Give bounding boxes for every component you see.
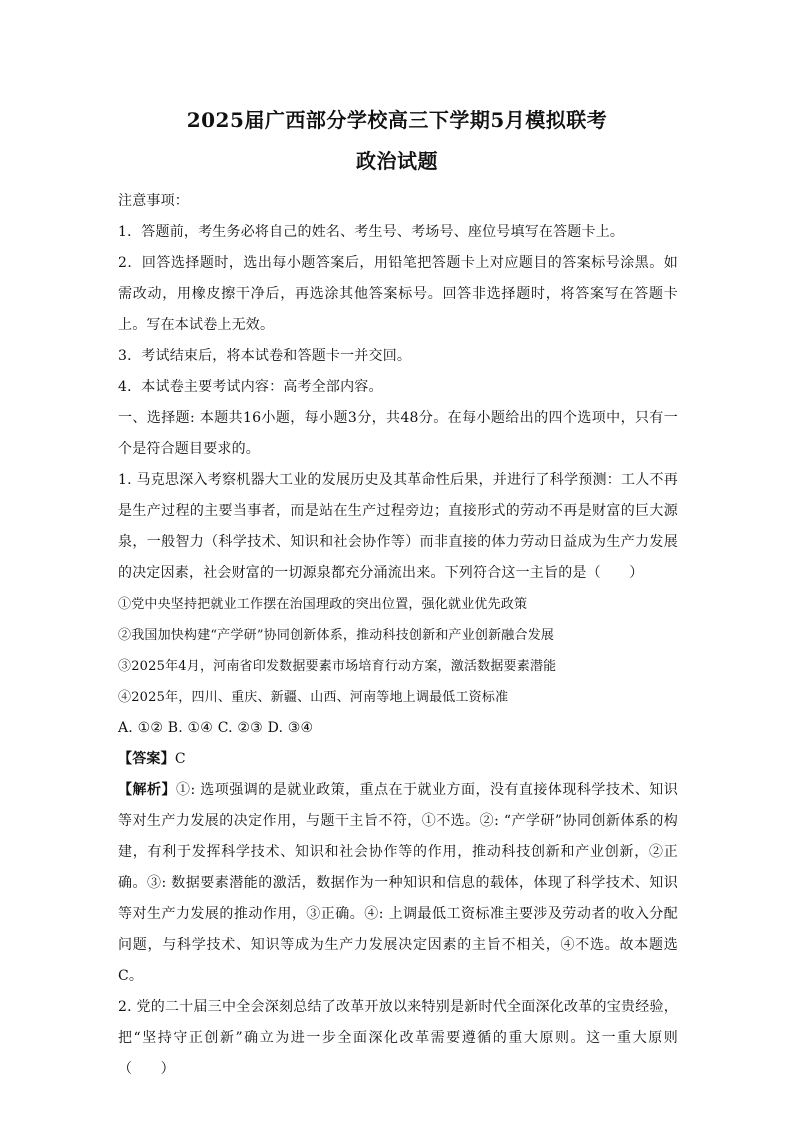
question-1-option: ③2025年4月，河南省印发数据要素市场培育行动方案，激活数据要素潜能 [118,659,557,674]
exam-body [118,186,678,1085]
question-1-option: ②我国加快构建“产学研”协同创新体系，推动科技创新和产业创新融合发展 [118,628,555,643]
question-1-option: ④2025年，四川、重庆、新疆、山西、河南等地上调最低工资标准 [118,690,509,705]
section-instruction: 一、选择题: 本题共16小题，每小题3分，共48分。在每小题给出的四个选项中，只有一个是符合题目要求的。 [118,410,678,457]
note-item: 3．考试结束后，将本试卷和答题卡一并交回。 [118,348,412,364]
exam-subtitle: 政治试题 [356,149,438,173]
question-1-analysis [118,775,678,992]
answer-label: 【答案】 [118,751,175,767]
answer-value: C [174,751,186,767]
question-1-choices: A. ①② B. ①④ C. ②③ D. ③④ [118,720,314,736]
question-1-option: ①党中央坚持把就业工作摆在治国理政的突出位置，强化就业优先政策 [118,597,528,612]
analysis-text: ①: 选项强调的是就业政策，重点在于就业方面，没有直接体现科学技术、知识等对生产力发展的决定作用，与题干主旨不符，①不选。②: “产学研”协同创新体系的构建，有利于发挥科学技术、知识和社会协作等的作用，推动科技创新和产业创新，②正确。③: 数据要素潜能的激活，数据作为一种知识和信息的载体，体现了科学技术、知识等对生产力发展的推动作用，③正确。④: 上调最低工资标准主要涉及劳动者的收入分配问题，与科学技术、知识等成为生产力发展决定因素的主旨不相关，④不选。故本题选C。 [118,782,678,984]
question-2-stem: 2. 党的二十届三中全会深刻总结了改革开放以来特别是新时代全面深化改革的宝贵经验，把“坚持守正创新”确立为进一步全面深化改革需要遵循的重大原则。这一重大原则（ ） [118,999,678,1077]
notes-heading: 注意事项： [118,193,189,209]
note-item: 2．回答选择题时，选出每小题答案后，用铅笔把答题卡上对应题目的答案标号涂黑。如需改动，用橡皮擦干净后，再选涂其他答案标号。回答非选择题时，将答案写在答题卡上。写在本试卷上无效。 [118,255,678,333]
analysis-label: 【解析】 [118,782,176,798]
exam-title: 2025届广西部分学校高三下学期5月模拟联考 [186,108,608,132]
note-item: 4．本试卷主要考试内容：高考全部内容。 [118,379,383,395]
note-item: 1．答题前，考生务必将自己的姓名、考生号、考场号、座位号填写在答题卡上。 [118,224,625,240]
question-1-answer [118,744,678,775]
question-1-stem: 1. 马克思深入考察机器大工业的发展历史及其革命性后果，并进行了科学预测：工人不再是生产过程的主要当事者，而是站在生产过程旁边；直接形式的劳动不再是财富的巨大源泉，一般智力（科学技术、知识和社会协作等）而非直接的体力劳动日益成为生产力发展的决定因素，社会财富的一切源泉都充分涌流出来。下列符合这一主旨的是（ ） [118,472,678,581]
